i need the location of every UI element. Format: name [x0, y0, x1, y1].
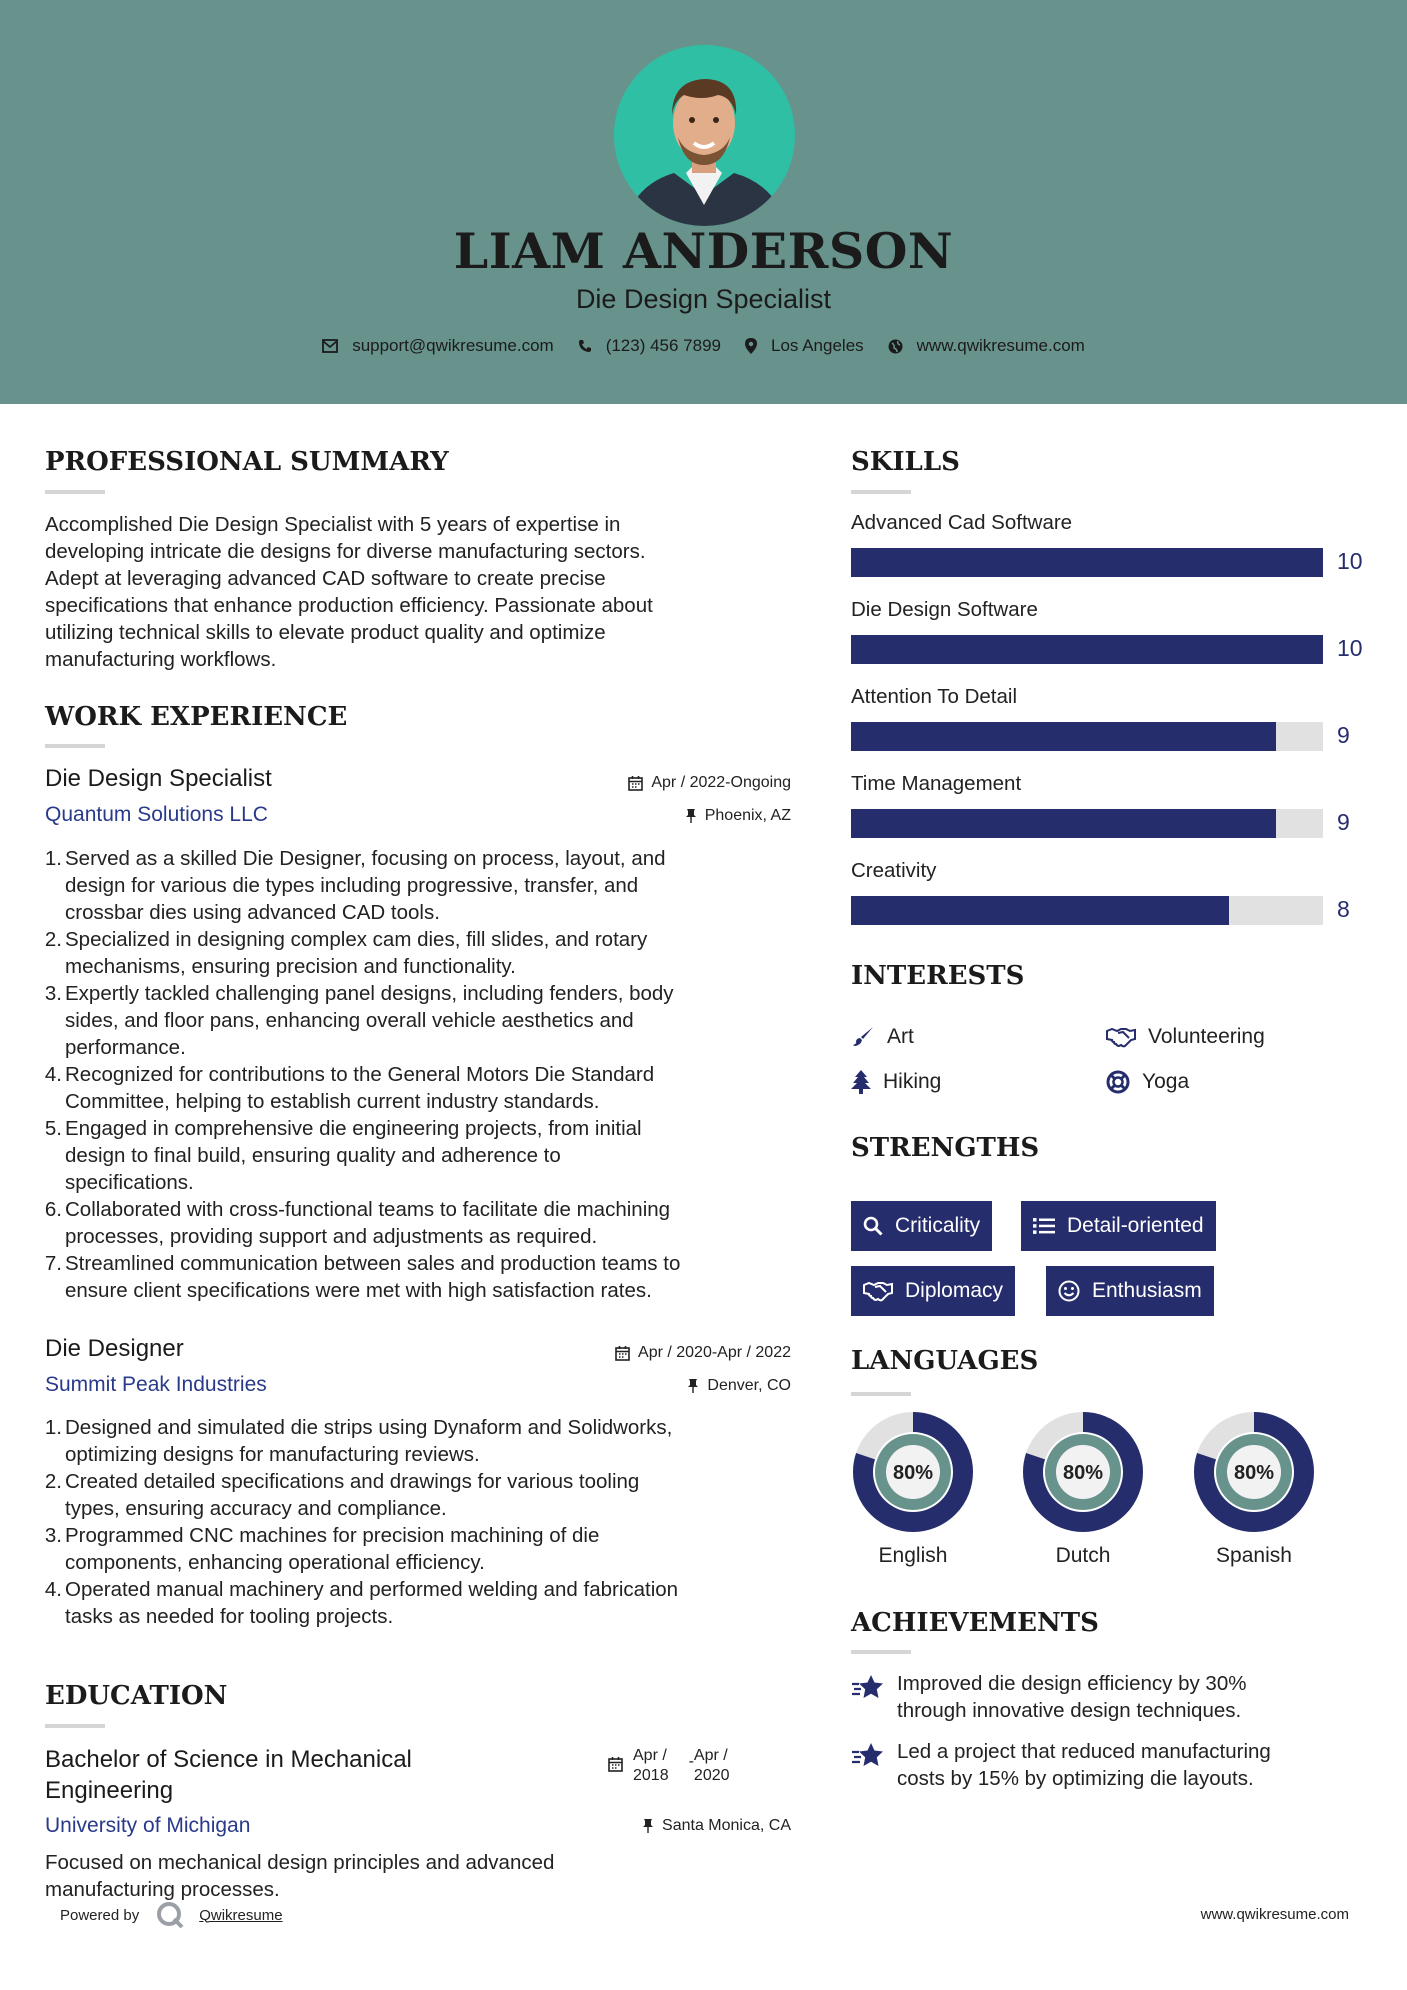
skill-value: 10: [1337, 548, 1363, 574]
experience-heading: WORK EXPERIENCE: [45, 702, 348, 732]
summary-line: developing intricate die designs for diverse manufacturing sectors.: [45, 540, 646, 563]
skill-value: 9: [1337, 722, 1350, 748]
interest-label: Volunteering: [1148, 1025, 1265, 1048]
list-number: 6.: [44, 1198, 62, 1221]
envelope-icon: [322, 339, 338, 353]
handshake-icon: [863, 1280, 893, 1302]
job-duties-list: [43, 845, 680, 1304]
list-number: [43, 1277, 62, 1304]
date-separator: -: [688, 1753, 694, 1770]
company-name: Summit Peak Industries: [45, 1373, 267, 1396]
job-dates: [628, 774, 791, 792]
contact-email[interactable]: [322, 336, 554, 356]
achievement-line: costs by 15% by optimizing die layouts.: [897, 1767, 1254, 1790]
list-text: specifications.: [65, 1171, 194, 1194]
job-location-text: Phoenix, AZ: [704, 807, 791, 824]
achievements-heading: ACHIEVEMENTS: [851, 1608, 1099, 1638]
strength-chip-criticality: [851, 1201, 992, 1251]
skill-bar-fill: [851, 722, 1276, 751]
list-number: [43, 1603, 62, 1630]
summary-line: Accomplished Die Design Specialist with 5 years of expertise in: [45, 513, 621, 536]
job-duties-list: [43, 1414, 678, 1630]
contact-location: [745, 336, 864, 356]
degree-line: Engineering: [45, 1777, 174, 1804]
lifering-icon: [1106, 1070, 1130, 1094]
list-item: [43, 1034, 680, 1061]
list-text: Streamlined communication between sales and production teams to: [65, 1252, 681, 1275]
list-text: Specialized in designing complex cam dies, fill slides, and rotary: [65, 928, 648, 951]
list-number: 1.: [44, 1416, 62, 1439]
job-dates-text: Apr / 2020-Apr / 2022: [638, 1344, 791, 1361]
list-item: [43, 1115, 680, 1142]
skill-bar-track: [851, 809, 1323, 838]
skill-label: Advanced Cad Software: [851, 511, 1073, 534]
list-number: 5.: [44, 1117, 62, 1140]
list-text: mechanisms, ensuring precision and functionality.: [65, 955, 516, 978]
interest-label: Yoga: [1142, 1070, 1190, 1093]
language-percent: 80%: [892, 1462, 934, 1484]
list-number: 4.: [44, 1578, 62, 1601]
language-percent: 80%: [1233, 1462, 1275, 1484]
education-location: [642, 1817, 791, 1835]
languages-rule: [851, 1392, 911, 1396]
list-number: [43, 1549, 62, 1576]
calendar-icon: [628, 775, 643, 791]
list-item: [43, 1468, 678, 1495]
star-award-icon: [851, 1674, 885, 1700]
language-ring: [1021, 1410, 1145, 1534]
strength-label: Detail-oriented: [1067, 1214, 1204, 1237]
list-text: Programmed CNC machines for precision machining of die: [65, 1524, 600, 1547]
calendar-icon: [615, 1345, 630, 1361]
powered-by-label: Powered by: [60, 1906, 140, 1924]
list-text: Expertly tackled challenging panel designs, including fenders, body: [65, 982, 674, 1005]
list-icon: [1033, 1217, 1055, 1235]
qwikresume-link[interactable]: Qwikresume: [199, 1906, 283, 1924]
contact-website[interactable]: [888, 336, 1085, 356]
list-text: performance.: [65, 1036, 186, 1059]
search-icon: [863, 1216, 883, 1236]
pushpin-icon: [685, 808, 697, 824]
list-number: 4.: [44, 1063, 62, 1086]
description-line: Focused on mechanical design principles and advanced: [45, 1851, 555, 1874]
interest-volunteering: [1106, 1025, 1265, 1049]
list-text: tasks as needed for tooling projects.: [65, 1605, 394, 1628]
summary-text: [45, 511, 653, 673]
interest-art: [851, 1025, 914, 1049]
skill-value: 10: [1337, 635, 1363, 661]
list-text: Committee, helping to establish current industry standards.: [65, 1090, 600, 1113]
list-text: Created detailed specifications and drawings for various tooling: [65, 1470, 640, 1493]
education-location-text: Santa Monica, CA: [662, 1817, 791, 1834]
list-item: [43, 1522, 678, 1549]
achievement-line: through innovative design techniques.: [897, 1699, 1242, 1722]
interest-label: Art: [887, 1025, 914, 1048]
skill-bar-fill: [851, 896, 1229, 925]
list-text: Collaborated with cross-functional teams to facilitate die machining: [65, 1198, 671, 1221]
paintbrush-icon: [851, 1025, 875, 1049]
interest-yoga: [1106, 1070, 1189, 1094]
skill-bar-track: [851, 635, 1323, 664]
language-percent: 80%: [1062, 1462, 1104, 1484]
skill-label: Time Management: [851, 772, 1022, 795]
education-rule: [45, 1724, 105, 1728]
list-number: [43, 1034, 62, 1061]
list-number: [43, 1088, 62, 1115]
list-item: [43, 1441, 678, 1468]
list-item: [43, 1495, 678, 1522]
list-item: [43, 1061, 680, 1088]
tree-icon: [851, 1070, 871, 1094]
list-item: [43, 899, 680, 926]
skill-label: Attention To Detail: [851, 685, 1018, 708]
list-item: [43, 1414, 678, 1441]
language-ring: [851, 1410, 975, 1534]
strengths-heading: STRENGTHS: [851, 1133, 1040, 1163]
website-text: www.qwikresume.com: [916, 336, 1085, 355]
strength-label: Diplomacy: [905, 1279, 1004, 1302]
pushpin-icon: [642, 1818, 654, 1834]
list-text: design for various die types including progressive, transfer, and: [65, 874, 639, 897]
strength-chip-enthusiasm: [1046, 1266, 1214, 1316]
skill-bar-fill: [851, 635, 1323, 664]
handshake-icon: [1106, 1026, 1136, 1048]
powered-by-footer: [60, 1900, 283, 1930]
job-dates-text: Apr / 2022-Ongoing: [651, 774, 791, 791]
degree-title: [45, 1744, 412, 1806]
list-item: [43, 1549, 678, 1576]
profile-photo: [614, 45, 795, 226]
interests-heading: INTERESTS: [851, 961, 1025, 991]
list-number: [43, 1142, 62, 1169]
contact-phone[interactable]: [578, 336, 721, 356]
candidate-name: LIAM ANDERSON: [453, 222, 954, 280]
achievements-rule: [851, 1650, 911, 1654]
language-name: Spanish: [1216, 1544, 1292, 1567]
job-location: [685, 807, 791, 825]
skill-value: 8: [1337, 896, 1350, 922]
summary-heading: PROFESSIONAL SUMMARY: [45, 447, 449, 477]
achievement-item: [851, 1670, 1246, 1724]
list-text: Served as a skilled Die Designer, focusing on process, layout, and: [65, 847, 666, 870]
list-number: 3.: [44, 1524, 62, 1547]
skill-value: 9: [1337, 809, 1350, 835]
list-number: 3.: [44, 982, 62, 1005]
list-item: [43, 845, 680, 872]
list-number: [43, 1169, 62, 1196]
strength-label: Enthusiasm: [1092, 1279, 1202, 1302]
list-number: 2.: [44, 928, 62, 951]
education-heading: EDUCATION: [45, 1681, 228, 1711]
school-name: University of Michigan: [45, 1814, 251, 1837]
languages-heading: LANGUAGES: [851, 1346, 1039, 1376]
end-year: 2020: [693, 1767, 730, 1784]
education-start: [633, 1746, 669, 1786]
qwikresume-logo-icon: [155, 1900, 185, 1930]
star-award-icon: [851, 1742, 885, 1768]
list-item: [43, 1250, 680, 1277]
education-end: [694, 1746, 730, 1786]
language-name: Dutch: [1055, 1544, 1111, 1567]
list-text: types, ensuring accuracy and compliance.: [65, 1497, 447, 1520]
smile-icon: [1058, 1280, 1080, 1302]
list-item: [43, 872, 680, 899]
start-year: 2018: [633, 1767, 669, 1784]
summary-line: utilizing technical skills to elevate product quality and optimize: [45, 621, 606, 644]
list-item: [43, 1576, 678, 1603]
list-item: [43, 1603, 678, 1630]
contact-bar: [0, 336, 1407, 356]
education-dates: [608, 1746, 730, 1786]
list-text: sides, and floor pans, enhancing overall vehicle aesthetics and: [65, 1009, 634, 1032]
list-text: processes, providing support and adjustments as required.: [65, 1225, 598, 1248]
list-number: [43, 1007, 62, 1034]
strength-label: Criticality: [895, 1214, 981, 1237]
skill-bar-track: [851, 896, 1323, 925]
skills-rule: [851, 490, 911, 494]
list-item: [43, 1007, 680, 1034]
list-number: [43, 1441, 62, 1468]
pushpin-icon: [687, 1378, 699, 1394]
job-location: [687, 1377, 791, 1395]
email-text: support@qwikresume.com: [352, 336, 554, 355]
list-number: 1.: [44, 847, 62, 870]
summary-rule: [45, 490, 105, 494]
globe-icon: [888, 339, 903, 354]
interest-label: Hiking: [883, 1070, 942, 1093]
list-item: [43, 1142, 680, 1169]
list-text: Engaged in comprehensive die engineering projects, from initial: [65, 1117, 642, 1140]
summary-line: Adept at leveraging advanced CAD software to create precise: [45, 567, 606, 590]
list-item: [43, 926, 680, 953]
achievement-item: [851, 1738, 1271, 1792]
list-number: [43, 1223, 62, 1250]
job-title: Die Designer: [45, 1335, 184, 1362]
footer-website[interactable]: www.qwikresume.com: [1200, 1906, 1349, 1923]
list-number: [43, 953, 62, 980]
company-name: Quantum Solutions LLC: [45, 803, 268, 826]
experience-rule: [45, 744, 105, 748]
list-number: [43, 899, 62, 926]
map-pin-icon: [745, 338, 757, 354]
list-text: crossbar dies using advanced CAD tools.: [65, 901, 440, 924]
achievement-text: [897, 1738, 1271, 1792]
skills-heading: SKILLS: [851, 447, 960, 477]
start-month: Apr /: [633, 1747, 667, 1764]
list-text: optimizing designs for manufacturing reviews.: [65, 1443, 480, 1466]
skill-bar-fill: [851, 809, 1276, 838]
education-description: [45, 1849, 554, 1903]
skill-label: Die Design Software: [851, 598, 1038, 621]
achievement-line: Improved die design efficiency by 30%: [897, 1672, 1247, 1695]
skill-bar-track: [851, 722, 1323, 751]
list-item: [43, 1277, 680, 1304]
skill-bar-fill: [851, 548, 1323, 577]
phone-text: (123) 456 7899: [605, 336, 722, 355]
skill-label: Creativity: [851, 859, 937, 882]
list-text: Recognized for contributions to the General Motors Die Standard: [65, 1063, 655, 1086]
list-text: components, enhancing operational efficiency.: [65, 1551, 485, 1574]
list-item: [43, 953, 680, 980]
strength-chip-diplomacy: [851, 1266, 1015, 1316]
language-name: English: [878, 1544, 948, 1567]
job-title: Die Design Specialist: [45, 765, 272, 792]
list-number: [43, 872, 62, 899]
job-location-text: Denver, CO: [707, 1377, 791, 1394]
list-text: design to final build, ensuring quality and adherence to: [65, 1144, 561, 1167]
list-item: [43, 1088, 680, 1115]
list-text: Designed and simulated die strips using Dynaform and Solidworks,: [65, 1416, 673, 1439]
achievement-line: Led a project that reduced manufacturing: [897, 1740, 1271, 1763]
description-line: manufacturing processes.: [45, 1878, 280, 1901]
summary-line: specifications that enhance production efficiency. Passionate about: [45, 594, 653, 617]
skill-bar-track: [851, 548, 1323, 577]
list-text: Operated manual machinery and performed welding and fabrication: [65, 1578, 679, 1601]
list-number: 7.: [44, 1252, 62, 1275]
list-number: 2.: [44, 1470, 62, 1493]
end-month: Apr /: [693, 1747, 728, 1764]
achievement-text: [897, 1670, 1246, 1724]
list-item: [43, 1169, 680, 1196]
list-number: [43, 1495, 62, 1522]
interest-hiking: [851, 1070, 941, 1094]
job-dates: [615, 1344, 791, 1362]
strength-chip-detail-oriented: [1021, 1201, 1216, 1251]
list-item: [43, 1196, 680, 1223]
list-text: ensure client specifications were met with high satisfaction rates.: [65, 1279, 652, 1302]
list-item: [43, 980, 680, 1007]
location-text: Los Angeles: [771, 336, 864, 355]
language-ring: [1192, 1410, 1316, 1534]
resume-header: [0, 0, 1407, 404]
calendar-icon: [608, 1756, 623, 1772]
candidate-title: Die Design Specialist: [575, 284, 832, 314]
phone-icon: [578, 339, 592, 353]
list-item: [43, 1223, 680, 1250]
degree-line: Bachelor of Science in Mechanical: [45, 1746, 412, 1773]
summary-line: manufacturing workflows.: [45, 648, 277, 671]
